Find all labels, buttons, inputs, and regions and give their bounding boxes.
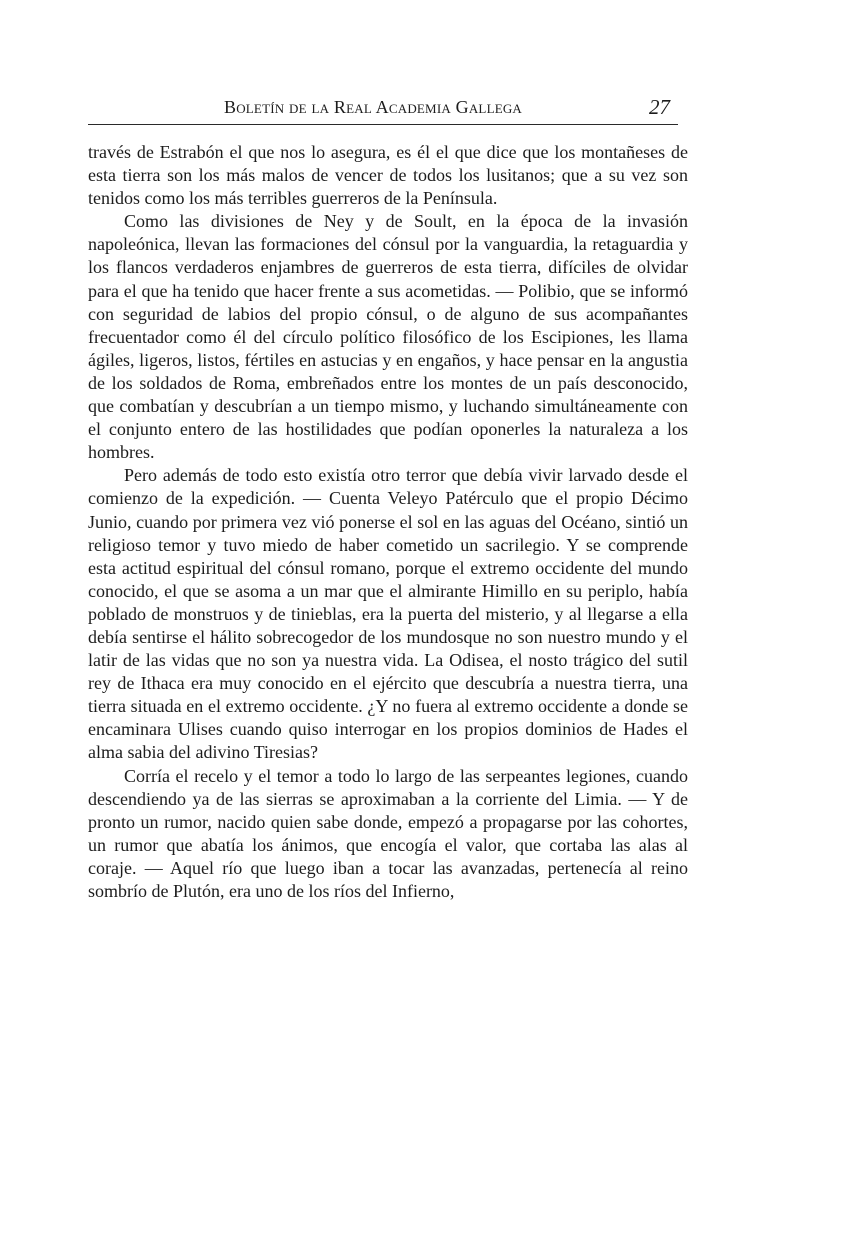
running-title: Boletín de la Real Academia Gallega xyxy=(224,97,523,117)
page-number: 27 xyxy=(649,95,670,119)
paragraph: Como las divisiones de Ney y de Soult, en la época de la invasión napoleónica, llevan las formaciones del cónsul por la vanguardia, la retaguardia y los flancos verdaderos enjambres de guerreros de esta tierra, difíciles de olvidar para el que ha tenido que hacer frente a sus acometidas. — Polibio, que se informó con seguridad de labios del propio cónsul, o de alguno de sus acompañantes frecuentador como él del círculo político filosófico de los Escipiones, les llama ágiles, ligeros, listos, fértiles en astucias y en engaños, y hace pensar en la angustia de los soldados de Roma, embreñados entre los montes de un país desconocido, que combatían y descubrían a un tiempo mismo, y luchando simultáneamente con el conjunto entero de las hostilidades que podían oponerles la naturaleza a los hombres. xyxy=(88,211,688,463)
paragraph: Pero además de todo esto existía otro terror que debía vivir larvado desde el comienzo de la expedición. — Cuenta Veleyo Patérculo que el propio Décimo Junio, cuando por primera vez vió ponerse el sol en las aguas del Océano, sintió un religioso temor y tuvo miedo de haber cometido un sacrilegio. Y se comprende esta actitud espiritual del cónsul romano, porque el extremo occidente del mundo conocido, el que se asoma a un mar que el almirante Himillo en su periplo, había poblado de monstruos y de tinieblas, era la puerta del misterio, y al llegarse a ella debía sentirse el hálito sobrecogedor de los mundosque no son nuestro mundo y el latir de las vidas que no son ya nuestra vida. La Odisea, el nosto trágico del sutil rey de Ithaca era muy conocido en el ejército que descubría a nuestra tierra, una tierra situada en el extremo occidente. ¿Y no fuera al extremo occidente a donde se encaminara Ulises cuando quiso interrogar en los propios dominios de Hades el alma sabia del adivino Tiresias? xyxy=(88,465,688,763)
paragraph: través de Estrabón el que nos lo asegura, es él el que dice que los montañeses de esta tierra son los más malos de vencer de todos los lusitanos; que a su vez son tenidos como los más terribles guerreros de la Península. xyxy=(88,142,688,209)
header-rule xyxy=(88,124,678,125)
body-text xyxy=(88,141,688,903)
page-header xyxy=(88,97,680,121)
paragraph: Corría el recelo y el temor a todo lo largo de las serpeantes legiones, cuando descendiendo ya de las sierras se aproximaban a la corriente del Limia. — Y de pronto un rumor, nacido quien sabe donde, empezó a propagarse por las cohortes, un rumor que abatía los ánimos, que encogía el valor, que cortaba las alas al coraje. — Aquel río que luego iban a tocar las avanzadas, pertenecía al reino sombrío de Plutón, era uno de los ríos del Infierno, xyxy=(88,765,688,901)
